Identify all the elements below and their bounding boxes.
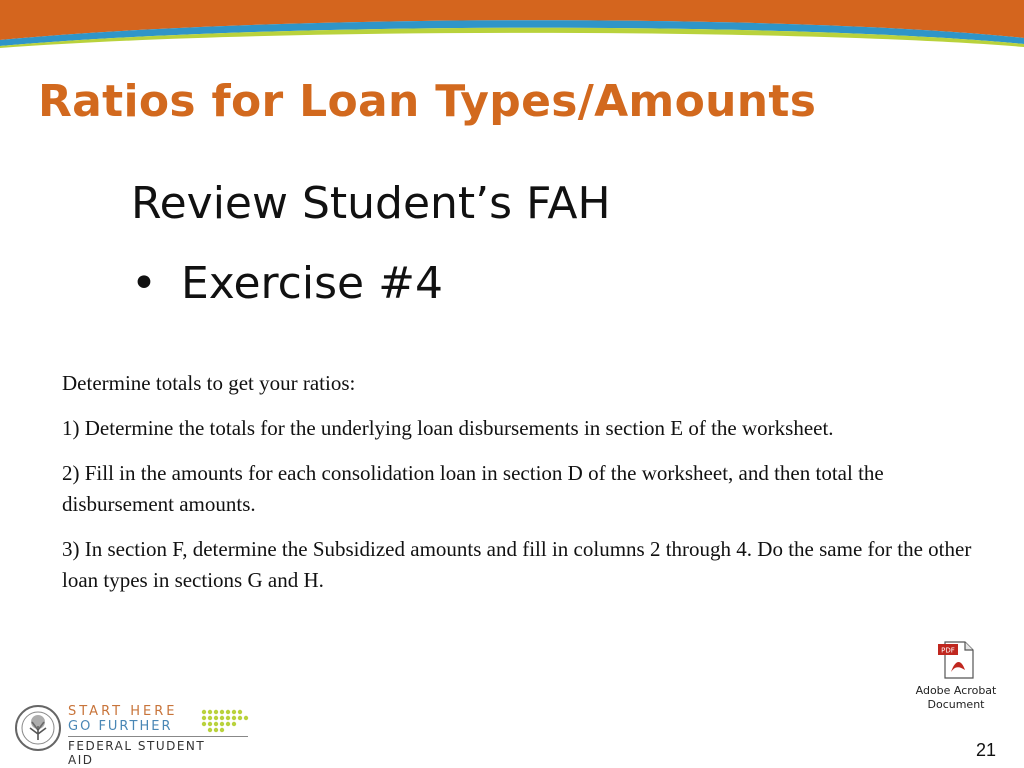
slide-title: Ratios for Loan Types/Amounts [38, 76, 817, 127]
logo-federal-student-aid: FEDERAL STUDENT AID [68, 739, 206, 767]
bullet-text: Exercise #4 [181, 258, 443, 309]
federal-student-aid-logo [14, 704, 254, 767]
logo-start-here: START HERE [68, 704, 178, 719]
header-banner [0, 0, 1024, 50]
dot-grid-icon [200, 708, 252, 738]
instruction-step-2: 2) Fill in the amounts for each consolidation loan in section D of the worksheet, and then total the disbursement amounts. [62, 461, 884, 516]
department-seal-icon [14, 704, 62, 752]
logo-go-further: GO FURTHER [68, 719, 173, 734]
bullet-item [131, 258, 443, 309]
bullet-dot-icon: • [131, 258, 157, 309]
instruction-step-1: 1) Determine the totals for the underlying loan disbursements in section E of the worksheet. [62, 416, 834, 440]
page-number: 21 [975, 740, 996, 760]
slide-subtitle: Review Student’s FAH [131, 178, 611, 229]
pdf-attachment[interactable] [908, 640, 1004, 712]
pdf-badge-label: PDF [941, 646, 955, 655]
pdf-document-icon [937, 640, 975, 680]
attachment-label-line1: Adobe Acrobat [915, 684, 997, 697]
instruction-intro: Determine totals to get your ratios: [62, 371, 356, 395]
attachment-label-line2: Document [927, 698, 985, 711]
instruction-step-3: 3) In section F, determine the Subsidized amounts and fill in columns 2 through 4. Do the same for the other loan types in sections G and H. [62, 537, 972, 592]
instructions-text [62, 368, 982, 610]
